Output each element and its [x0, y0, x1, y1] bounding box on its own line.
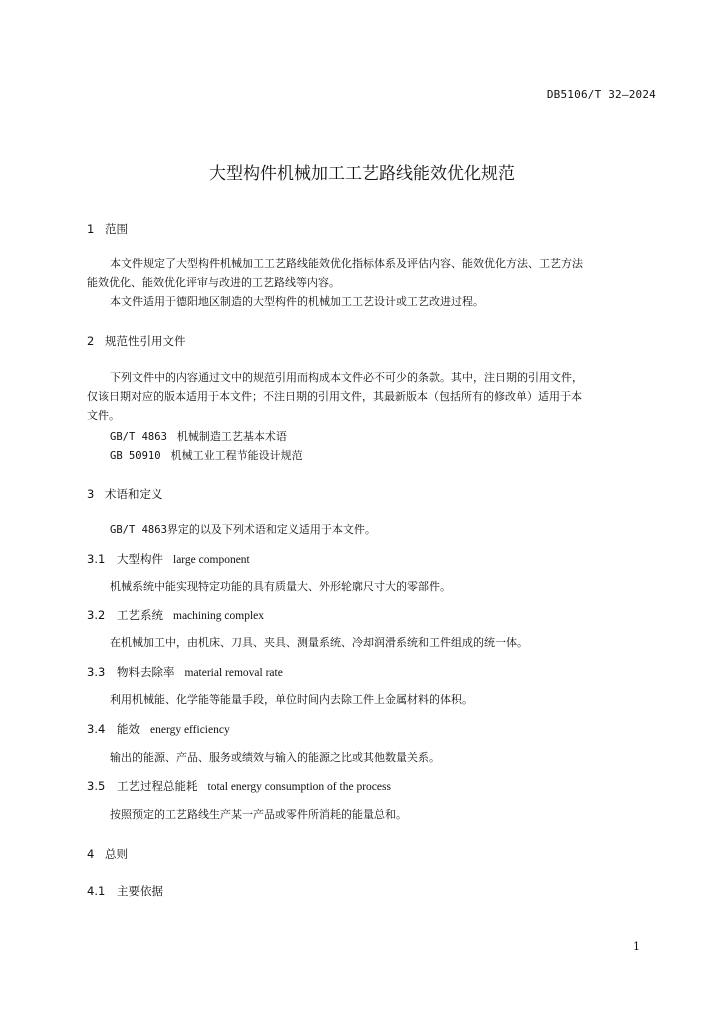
page-number: 1	[633, 940, 640, 953]
term-number: 3.1	[87, 552, 106, 566]
section-1-heading	[87, 221, 128, 237]
reference-name: 机械工业工程节能设计规范	[170, 449, 303, 462]
term-zh: 能效	[117, 722, 140, 736]
term-zh: 工艺过程总能耗	[117, 779, 198, 793]
s2-paragraph-line-2: 仅该日期对应的版本适用于本文件；不注日期的引用文件，其最新版本（包括所有的修改单）适用于本	[87, 390, 582, 403]
term-number: 3.2	[87, 608, 106, 622]
section-3-heading	[87, 486, 163, 502]
section-title: 范围	[105, 222, 128, 236]
section-4-heading	[87, 846, 128, 862]
s2-paragraph-line-1: 下列文件中的内容通过文中的规范引用而构成本文件必不可少的条款。其中，注日期的引用文件，	[110, 371, 583, 384]
document-code: DB5106/T 32—2024	[546, 88, 656, 101]
section-number: 1	[87, 222, 95, 236]
reference-name: 机械制造工艺基本术语	[176, 430, 287, 443]
subsection-number: 4.1	[87, 884, 106, 898]
reference-item	[110, 427, 287, 447]
section-number: 4	[87, 847, 95, 861]
term-heading-3-1	[87, 551, 250, 567]
section-title: 总则	[105, 847, 128, 861]
term-heading-3-5	[87, 778, 391, 794]
page-title: 大型构件机械加工工艺路线能效优化规范	[209, 164, 515, 184]
s1-paragraph-1-line-2: 能效优化、能效优化评审与改进的工艺路线等内容。	[87, 276, 340, 289]
intro-reference-code: GB/T 4863	[110, 524, 167, 536]
term-definition-3-1: 机械系统中能实现特定功能的具有质量大、外形轮廓尺寸大的零部件。	[110, 580, 451, 593]
term-zh: 大型构件	[117, 552, 163, 566]
section-2-heading	[87, 333, 186, 349]
s2-paragraph-line-3: 文件。	[87, 409, 120, 422]
term-definition-3-2: 在机械加工中，由机床、刀具、夹具、测量系统、冷却润滑系统和工件组成的统一体。	[110, 636, 528, 649]
s3-intro	[110, 520, 376, 540]
section-number: 2	[87, 334, 95, 348]
term-zh: 物料去除率	[117, 665, 175, 679]
section-title: 规范性引用文件	[105, 334, 186, 348]
intro-text: 界定的以及下列术语和定义适用于本文件。	[166, 523, 376, 536]
reference-item	[110, 446, 303, 466]
term-definition-3-5: 按照预定的工艺路线生产某一产品或零件所消耗的能量总和。	[110, 808, 407, 821]
section-title: 术语和定义	[105, 487, 163, 501]
s1-paragraph-1-line-1: 本文件规定了大型构件机械加工工艺路线能效优化指标体系及评估内容、能效优化方法、工艺方法	[110, 257, 583, 270]
term-heading-3-3	[87, 664, 283, 680]
term-definition-3-4: 输出的能源、产品、服务或绩效与输入的能源之比或其他数量关系。	[110, 751, 440, 764]
term-en: machining complex	[173, 610, 265, 622]
term-number: 3.4	[87, 722, 106, 736]
term-heading-3-2	[87, 607, 264, 623]
term-number: 3.5	[87, 779, 106, 793]
section-number: 3	[87, 487, 95, 501]
term-number: 3.3	[87, 665, 106, 679]
subsection-title: 主要依据	[117, 884, 163, 898]
term-heading-3-4	[87, 721, 230, 737]
s1-paragraph-2: 本文件适用于德阳地区制造的大型构件的机械加工工艺设计或工艺改进过程。	[110, 295, 484, 308]
term-en: material removal rate	[184, 667, 283, 679]
reference-code: GB/T 4863	[110, 431, 167, 443]
subsection-4-1-heading	[87, 883, 163, 899]
term-en: total energy consumption of the process	[207, 781, 391, 793]
term-definition-3-3: 利用机械能、化学能等能量手段，单位时间内去除工件上金属材料的体积。	[110, 693, 473, 706]
term-en: large component	[173, 554, 250, 566]
reference-code: GB 50910	[110, 450, 161, 462]
term-en: energy efficiency	[150, 724, 230, 736]
term-zh: 工艺系统	[117, 608, 163, 622]
